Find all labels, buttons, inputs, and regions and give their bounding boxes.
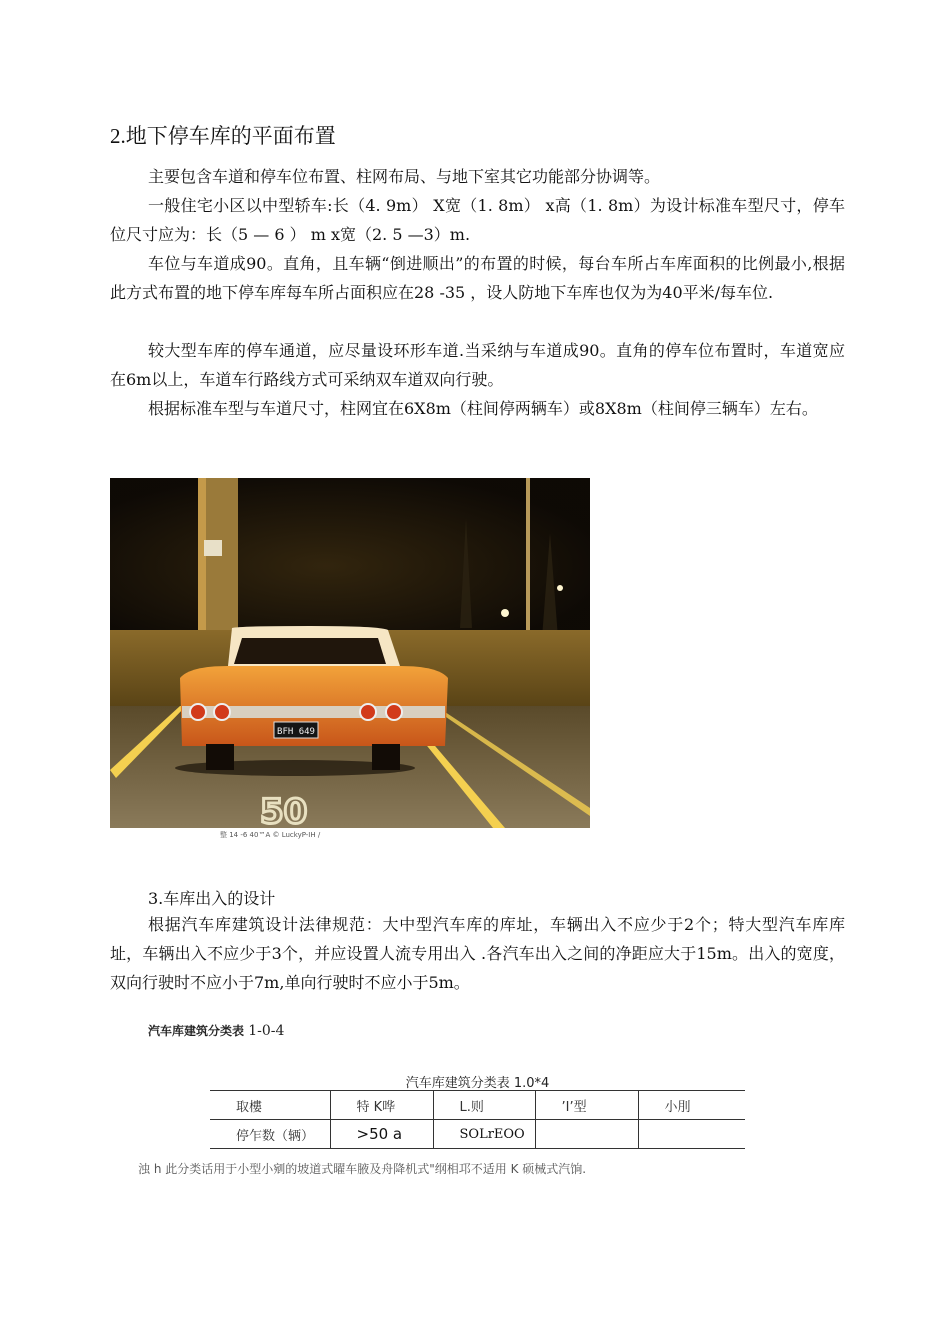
paragraph-intro: 主要包含车道和停车位布置、柱网布局、与地下室其它功能部分协调等。 <box>148 167 661 186</box>
table-label <box>148 1022 284 1039</box>
paragraph-entrance-exit: 根据汽车库建筑设计法律规范：大中型汽车库的库址，车辆出入不应少于2个；特大型汽车库库址，车辆出入不应少于3个，并应设置人流专用出入 .各汽车出入之间的净距应大于15m。出入的宽度，双向行驶时不应小于7m,单向行驶时不应小于5m。 <box>110 915 845 992</box>
table-label-number: 1-0-4 <box>248 1023 285 1039</box>
table-note: 浊 h 此分类话用于小型小剜的坡道式曜车腋及舟降机式"纲相邛不适用 K 硕械式汽饷. <box>138 1162 587 1176</box>
table-caption: 汽车库建筑分类表 1.0*4 <box>405 1076 550 1091</box>
license-plate: BFH 649 <box>277 727 315 737</box>
table-row <box>210 1120 745 1149</box>
section-heading: 2.地下停车库的平面布置 <box>110 124 336 148</box>
paragraph-car-size: 一般住宅小区以中型轿车:长（4. 9m） X宽（1. 8m） x高（1. 8m）为设计标准车型尺寸，停车位尺寸应为：长（5 — 6 ） m x宽（2. 5 —3）m. <box>110 196 845 244</box>
table-cell: 停乍数（辆） <box>210 1120 330 1149</box>
header-cell: 取樓 <box>210 1091 330 1120</box>
header-cell: ’I’型 <box>535 1091 638 1120</box>
table-cell <box>638 1120 745 1149</box>
photo-caption: 整 14 -6 40™A © LuckyP-IH / <box>220 831 321 839</box>
header-cell: 特 K哗 <box>330 1091 433 1120</box>
paragraph-lane: 较大型车库的停车通道，应尽量设环形车道.当采纳与车道成90。直角的停车位布置时，车道宽应在6m以上，车道车行路线方式可采纳双车道双向行驶。 <box>110 341 845 389</box>
table-cell: SOLrEOO <box>433 1120 535 1149</box>
paragraph-column-grid: 根据标准车型与车道尺寸，柱网宜在6X8m（柱间停两辆车）或8X8m（柱间停三辆车）左右。 <box>148 399 818 418</box>
photo-illustration <box>110 478 590 828</box>
table-cell: >50 a <box>330 1120 433 1149</box>
header-cell: 小刖 <box>638 1091 745 1120</box>
garage-classification-table <box>210 1090 745 1149</box>
table-cell <box>535 1120 638 1149</box>
paragraph-parking-angle: 车位与车道成90。直角，且车辆“倒进顺出”的布置的时候，每台车所占车库面积的比例最小,根据此方式布置的地下停车库每车所占面积应在28 -35 ，设人防地下车库也仅为为40平米/每车位. <box>110 254 845 302</box>
parking-garage-photo <box>110 478 590 828</box>
header-cell: L.则 <box>433 1091 535 1120</box>
section-3-title: 3.车库出入的设计 <box>148 889 276 908</box>
table-header-row <box>210 1091 745 1120</box>
bay-number-marking: 50 <box>260 792 308 828</box>
table-label-text: 汽车库建筑分类表 <box>148 1024 245 1038</box>
